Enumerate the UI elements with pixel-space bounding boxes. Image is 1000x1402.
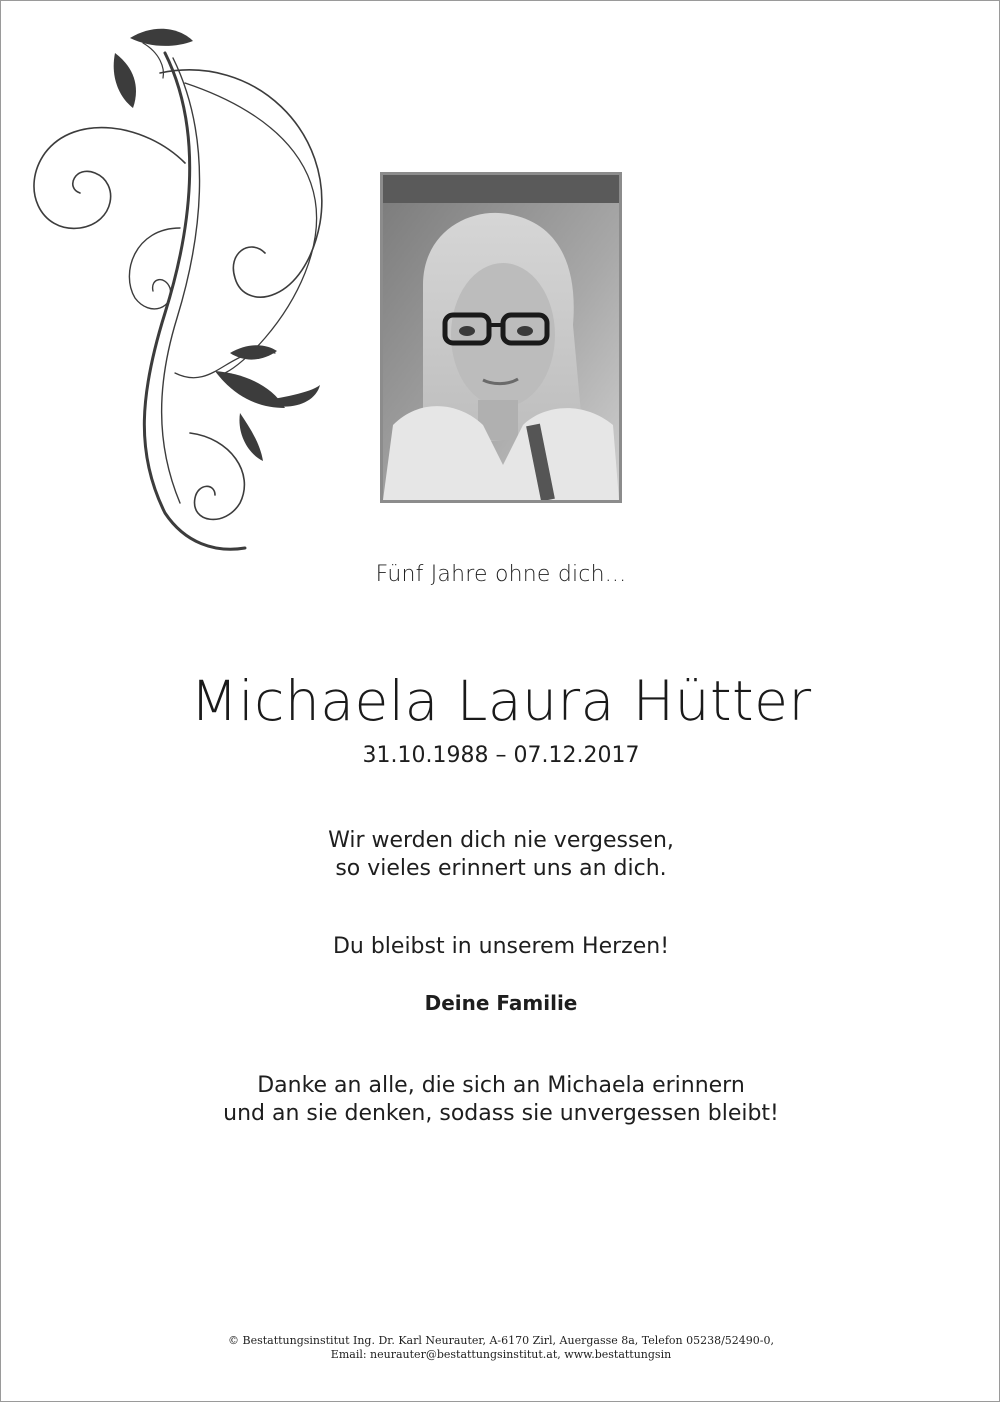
floral-swirl-ornament	[15, 13, 335, 558]
life-dates: 31.10.1988 – 07.12.2017	[362, 743, 640, 768]
deceased-name: Michaela Laura Hütter	[190, 669, 812, 733]
family-signature: Deine Familie	[424, 991, 578, 1015]
thanks-line: Danke an alle, die sich an Michaela erinnern	[257, 1073, 745, 1098]
footer-line: © Bestattungsinstitut Ing. Dr. Karl Neurauter, A-6170 Zirl, Auergasse 8a, Telefon 05238/52490-0,	[227, 1334, 774, 1347]
verse-line: so vieles erinnert uns an dich.	[335, 856, 667, 881]
thanks-line: und an sie denken, sodass sie unvergessen bleibt!	[223, 1101, 779, 1126]
portrait-photo	[380, 172, 622, 503]
remembrance-verse	[1, 827, 1000, 883]
intro-line: Fünf Jahre ohne dich...	[375, 562, 627, 587]
footer-line: Email: neurauter@bestattungsinstitut.at, www.bestattungsin	[330, 1348, 672, 1361]
funeral-home-footer	[1, 1334, 1000, 1362]
heart-line: Du bleibst in unserem Herzen!	[332, 934, 670, 959]
verse-line: Wir werden dich nie vergessen,	[328, 828, 674, 853]
thanks-message	[1, 1072, 1000, 1128]
